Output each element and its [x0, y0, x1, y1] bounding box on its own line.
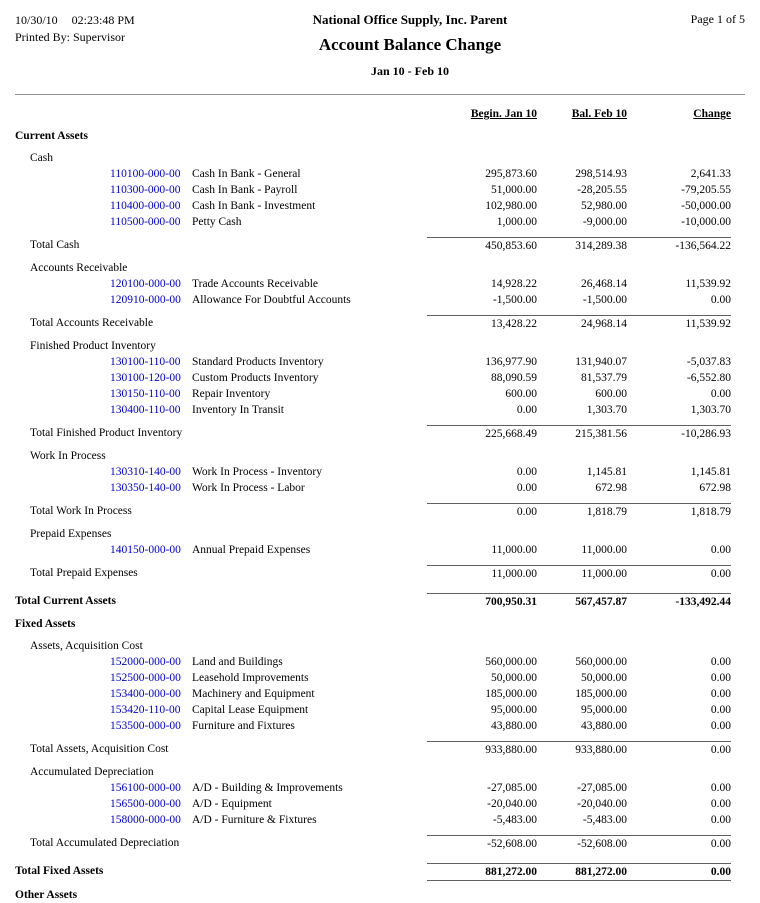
account-number-link[interactable]: 130100-110-00 — [110, 356, 181, 368]
begin-value: 11,000.00 — [491, 544, 537, 556]
change-value: 0.00 — [710, 544, 731, 556]
row-label-cell — [15, 654, 427, 670]
row-label-cell — [15, 292, 427, 308]
change-value: 0.00 — [710, 688, 731, 700]
total-label: Total Finished Product Inventory — [30, 427, 183, 439]
account-description: Leasehold Improvements — [192, 672, 309, 684]
begin-value: 450,853.60 — [427, 237, 537, 254]
grandtotal-label: Total Current Assets — [15, 595, 116, 607]
section-label: Fixed Assets — [15, 618, 76, 630]
account-description: A/D - Building & Improvements — [192, 782, 343, 794]
change-value: 1,818.79 — [627, 503, 731, 520]
change-value: 2,641.33 — [690, 168, 731, 180]
account-row — [15, 718, 731, 734]
bal-value: 11,000.00 — [581, 544, 627, 556]
account-description: Trade Accounts Receivable — [192, 278, 319, 290]
row-label-cell — [15, 780, 427, 796]
report-rows — [15, 128, 731, 903]
account-number-link[interactable]: 153400-000-00 — [110, 688, 181, 700]
account-row — [15, 166, 731, 182]
account-number-link[interactable]: 110400-000-00 — [110, 200, 181, 212]
section-row — [15, 887, 731, 903]
bal-value: 24,968.14 — [537, 315, 627, 332]
change-value: 0.00 — [710, 672, 731, 684]
begin-value: -27,085.00 — [487, 782, 537, 794]
account-description: Work In Process - Labor — [192, 482, 305, 494]
account-row — [15, 542, 731, 558]
total-label: Total Prepaid Expenses — [30, 567, 138, 579]
account-description: Allowance For Doubtful Accounts — [192, 294, 351, 306]
grandtotal-row — [15, 863, 731, 881]
begin-value: 933,880.00 — [427, 741, 537, 758]
account-row — [15, 780, 731, 796]
account-description: Petty Cash — [192, 216, 242, 228]
column-header-begin — [427, 107, 537, 122]
change-value: -133,492.44 — [627, 593, 731, 610]
total-row — [15, 315, 731, 332]
bal-value: 933,880.00 — [537, 741, 627, 758]
account-row — [15, 182, 731, 198]
row-label-cell — [15, 718, 427, 734]
row-label-cell — [15, 835, 427, 852]
account-number-link[interactable]: 110100-000-00 — [110, 168, 181, 180]
bal-value: 50,000.00 — [581, 672, 627, 684]
account-row — [15, 796, 731, 812]
begin-value: 295,873.60 — [485, 168, 537, 180]
begin-value: 13,428.22 — [427, 315, 537, 332]
begin-value: 881,272.00 — [427, 863, 537, 881]
column-header-change — [627, 107, 731, 122]
bal-value: -27,085.00 — [577, 782, 627, 794]
row-label-cell — [15, 402, 427, 418]
begin-value: 136,977.90 — [485, 356, 537, 368]
account-row — [15, 370, 731, 386]
row-label-cell — [15, 670, 427, 686]
row-label-cell — [15, 863, 427, 881]
bal-value: -28,205.55 — [577, 184, 627, 196]
subsection-label: Prepaid Expenses — [30, 528, 112, 540]
change-value: 1,303.70 — [690, 404, 731, 416]
total-row — [15, 237, 731, 254]
grandtotal-row — [15, 593, 731, 610]
account-number-link[interactable]: 152000-000-00 — [110, 656, 181, 668]
account-row — [15, 480, 731, 496]
change-value: 0.00 — [627, 565, 731, 582]
begin-value: 0.00 — [516, 466, 537, 478]
bal-value: 1,145.81 — [586, 466, 627, 478]
bal-value: 26,468.14 — [581, 278, 627, 290]
row-label-cell — [15, 812, 427, 828]
account-number-link[interactable]: 140150-000-00 — [110, 544, 181, 556]
bal-value: 215,381.56 — [537, 425, 627, 442]
change-value: 672.98 — [699, 482, 731, 494]
report-title: Account Balance Change — [318, 35, 502, 54]
begin-value: 95,000.00 — [491, 704, 537, 716]
account-number-link[interactable]: 152500-000-00 — [110, 672, 181, 684]
subsection-label: Accounts Receivable — [30, 262, 128, 274]
printed-by: Printed By: Supervisor — [15, 30, 125, 44]
account-description: Standard Products Inventory — [192, 356, 324, 368]
column-header-begin-label: Begin. Jan 10 — [470, 108, 537, 120]
grandtotal-label: Total Fixed Assets — [15, 865, 104, 877]
row-label-cell — [15, 796, 427, 812]
account-description: A/D - Furniture & Fixtures — [192, 814, 317, 826]
change-value: -79,205.55 — [681, 184, 731, 196]
begin-value: 700,950.31 — [427, 593, 537, 610]
account-description: Work In Process - Inventory — [192, 466, 323, 478]
account-number-link[interactable]: 153500-000-00 — [110, 720, 181, 732]
section-row — [15, 616, 731, 632]
account-row — [15, 654, 731, 670]
account-description: Annual Prepaid Expenses — [192, 544, 311, 556]
subsection-row — [15, 260, 731, 276]
bal-value: -52,608.00 — [537, 835, 627, 852]
account-number-link[interactable]: 110300-000-00 — [110, 184, 181, 196]
subsection-row — [15, 526, 731, 542]
account-row — [15, 354, 731, 370]
row-label-cell — [15, 354, 427, 370]
total-label: Total Accounts Receivable — [30, 317, 154, 329]
row-label-cell — [15, 214, 427, 230]
row-label-cell — [15, 182, 427, 198]
begin-value: 88,090.59 — [491, 372, 537, 384]
bal-value: 43,880.00 — [581, 720, 627, 732]
bal-value: -1,500.00 — [582, 294, 627, 306]
subsection-label: Work In Process — [30, 450, 106, 462]
change-value: 0.00 — [710, 782, 731, 794]
total-row — [15, 741, 731, 758]
begin-value: -1,500.00 — [492, 294, 537, 306]
column-header-change-label: Change — [693, 108, 731, 120]
account-number-link[interactable]: 158000-000-00 — [110, 814, 181, 826]
row-label-cell — [15, 370, 427, 386]
account-number-link[interactable]: 130150-110-00 — [110, 388, 181, 400]
change-value: 0.00 — [627, 835, 731, 852]
total-row — [15, 425, 731, 442]
row-label-cell — [15, 542, 427, 558]
column-header-bal — [537, 107, 627, 122]
bal-value: 52,980.00 — [581, 200, 627, 212]
bal-value: 881,272.00 — [537, 863, 627, 881]
change-value: -50,000.00 — [681, 200, 731, 212]
account-row — [15, 670, 731, 686]
subsection-label: Accumulated Depreciation — [30, 766, 154, 778]
begin-value: 43,880.00 — [491, 720, 537, 732]
account-description: Cash In Bank - Payroll — [192, 184, 298, 196]
account-description: A/D - Equipment — [192, 798, 272, 810]
begin-value: 102,980.00 — [485, 200, 537, 212]
total-row — [15, 565, 731, 582]
subsection-label: Finished Product Inventory — [30, 340, 156, 352]
account-row — [15, 464, 731, 480]
total-label: Total Work In Process — [30, 505, 132, 517]
total-label: Total Assets, Acquisition Cost — [30, 743, 169, 755]
begin-value: 185,000.00 — [485, 688, 537, 700]
change-value: -6,552.80 — [686, 372, 731, 384]
begin-value: 225,668.49 — [427, 425, 537, 442]
account-number-link[interactable]: 130400-110-00 — [110, 404, 181, 416]
row-label-cell — [15, 686, 427, 702]
row-label-cell — [15, 464, 427, 480]
account-number-link[interactable]: 153420-110-00 — [110, 704, 181, 716]
subsection-label: Cash — [30, 152, 53, 164]
bal-value: -20,040.00 — [577, 798, 627, 810]
change-value: -136,564.22 — [627, 237, 731, 254]
section-label: Other Assets — [15, 889, 78, 901]
row-label-cell — [15, 166, 427, 182]
row-label-cell — [15, 503, 427, 520]
header-rule — [15, 94, 745, 95]
account-description: Cash In Bank - Investment — [192, 200, 316, 212]
subsection-row — [15, 338, 731, 354]
row-label-cell — [15, 565, 427, 582]
total-label: Total Cash — [30, 239, 80, 251]
change-value: 0.00 — [627, 863, 731, 881]
section-row — [15, 128, 731, 144]
header-left — [15, 12, 215, 79]
change-value: 0.00 — [710, 388, 731, 400]
row-label-cell — [15, 315, 427, 332]
total-label: Total Accumulated Depreciation — [30, 837, 180, 849]
account-description: Land and Buildings — [192, 656, 283, 668]
subsection-row — [15, 448, 731, 464]
row-label-cell — [15, 276, 427, 292]
row-label-cell — [15, 237, 427, 254]
begin-value: 50,000.00 — [491, 672, 537, 684]
row-label-cell — [15, 480, 427, 496]
account-description: Cash In Bank - General — [192, 168, 301, 180]
subsection-row — [15, 638, 731, 654]
column-header-spacer — [15, 107, 427, 122]
header-center — [215, 12, 605, 79]
account-description: Furniture and Fixtures — [192, 720, 295, 732]
begin-value: 11,000.00 — [427, 565, 537, 582]
begin-value: -52,608.00 — [427, 835, 537, 852]
change-value: 0.00 — [710, 704, 731, 716]
account-description: Capital Lease Equipment — [192, 704, 309, 716]
account-row — [15, 686, 731, 702]
column-headers — [15, 107, 731, 122]
account-description: Repair Inventory — [192, 388, 271, 400]
bal-value: 11,000.00 — [537, 565, 627, 582]
bal-value: -9,000.00 — [582, 216, 627, 228]
bal-value: 1,303.70 — [586, 404, 627, 416]
account-row — [15, 276, 731, 292]
bal-value: 600.00 — [595, 388, 627, 400]
account-row — [15, 812, 731, 828]
begin-value: -20,040.00 — [487, 798, 537, 810]
change-value: 0.00 — [710, 720, 731, 732]
bal-value: 314,289.38 — [537, 237, 627, 254]
row-label-cell — [15, 386, 427, 402]
bal-value: 567,457.87 — [537, 593, 627, 610]
change-value: 11,539.92 — [627, 315, 731, 332]
report-date: 10/30/10 — [15, 13, 58, 27]
bal-value: 185,000.00 — [575, 688, 627, 700]
bal-value: 131,940.07 — [575, 356, 627, 368]
account-number-link[interactable]: 156500-000-00 — [110, 798, 181, 810]
report-datetime — [15, 12, 215, 29]
account-description: Machinery and Equipment — [192, 688, 315, 700]
account-number-link[interactable]: 130100-120-00 — [110, 372, 181, 384]
company-name: National Office Supply, Inc. Parent — [312, 12, 508, 27]
bal-value: -5,483.00 — [582, 814, 627, 826]
total-row — [15, 835, 731, 852]
row-label-cell — [15, 702, 427, 718]
begin-value: 14,928.22 — [491, 278, 537, 290]
account-number-link[interactable]: 120100-000-00 — [110, 278, 181, 290]
begin-value: 600.00 — [505, 388, 537, 400]
change-value: 1,145.81 — [690, 466, 731, 478]
begin-value: 0.00 — [427, 503, 537, 520]
account-number-link[interactable]: 110500-000-00 — [110, 216, 181, 228]
bal-value: 95,000.00 — [581, 704, 627, 716]
begin-value: 0.00 — [516, 404, 537, 416]
subsection-label: Assets, Acquisition Cost — [30, 640, 143, 652]
report-time: 02:23:48 PM — [71, 13, 135, 27]
change-value: 0.00 — [710, 294, 731, 306]
account-number-link[interactable]: 130310-140-00 — [110, 466, 181, 478]
change-value: 11,539.92 — [685, 278, 731, 290]
subsection-row — [15, 150, 731, 166]
subsection-row — [15, 764, 731, 780]
account-row — [15, 214, 731, 230]
account-number-link[interactable]: 130350-140-00 — [110, 482, 181, 494]
account-row — [15, 292, 731, 308]
change-value: 0.00 — [627, 741, 731, 758]
bal-value: 560,000.00 — [575, 656, 627, 668]
row-label-cell — [15, 741, 427, 758]
bal-value: 1,818.79 — [537, 503, 627, 520]
total-row — [15, 503, 731, 520]
account-row — [15, 386, 731, 402]
begin-value: 0.00 — [516, 482, 537, 494]
row-label-cell — [15, 425, 427, 442]
begin-value: 51,000.00 — [491, 184, 537, 196]
row-label-cell — [15, 593, 427, 610]
account-description: Custom Products Inventory — [192, 372, 319, 384]
account-number-link[interactable]: 156100-000-00 — [110, 782, 181, 794]
begin-value: 1,000.00 — [496, 216, 537, 228]
change-value: -10,286.93 — [627, 425, 731, 442]
change-value: 0.00 — [710, 798, 731, 810]
row-label-cell — [15, 198, 427, 214]
begin-value: -5,483.00 — [492, 814, 537, 826]
account-row — [15, 702, 731, 718]
bal-value: 298,514.93 — [575, 168, 627, 180]
account-number-link[interactable]: 120910-000-00 — [110, 294, 181, 306]
change-value: -10,000.00 — [681, 216, 731, 228]
column-header-bal-label: Bal. Feb 10 — [571, 108, 627, 120]
change-value: -5,037.83 — [686, 356, 731, 368]
account-row — [15, 198, 731, 214]
section-label: Current Assets — [15, 130, 88, 142]
report-period: Jan 10 - Feb 10 — [371, 64, 449, 78]
bal-value: 672.98 — [595, 482, 627, 494]
account-row — [15, 402, 731, 418]
change-value: 0.00 — [710, 656, 731, 668]
bal-value: 81,537.79 — [581, 372, 627, 384]
change-value: 0.00 — [710, 814, 731, 826]
begin-value: 560,000.00 — [485, 656, 537, 668]
report-header — [0, 0, 760, 79]
account-description: Inventory In Transit — [192, 404, 284, 416]
page-indicator: Page 1 of 5 — [690, 12, 745, 26]
